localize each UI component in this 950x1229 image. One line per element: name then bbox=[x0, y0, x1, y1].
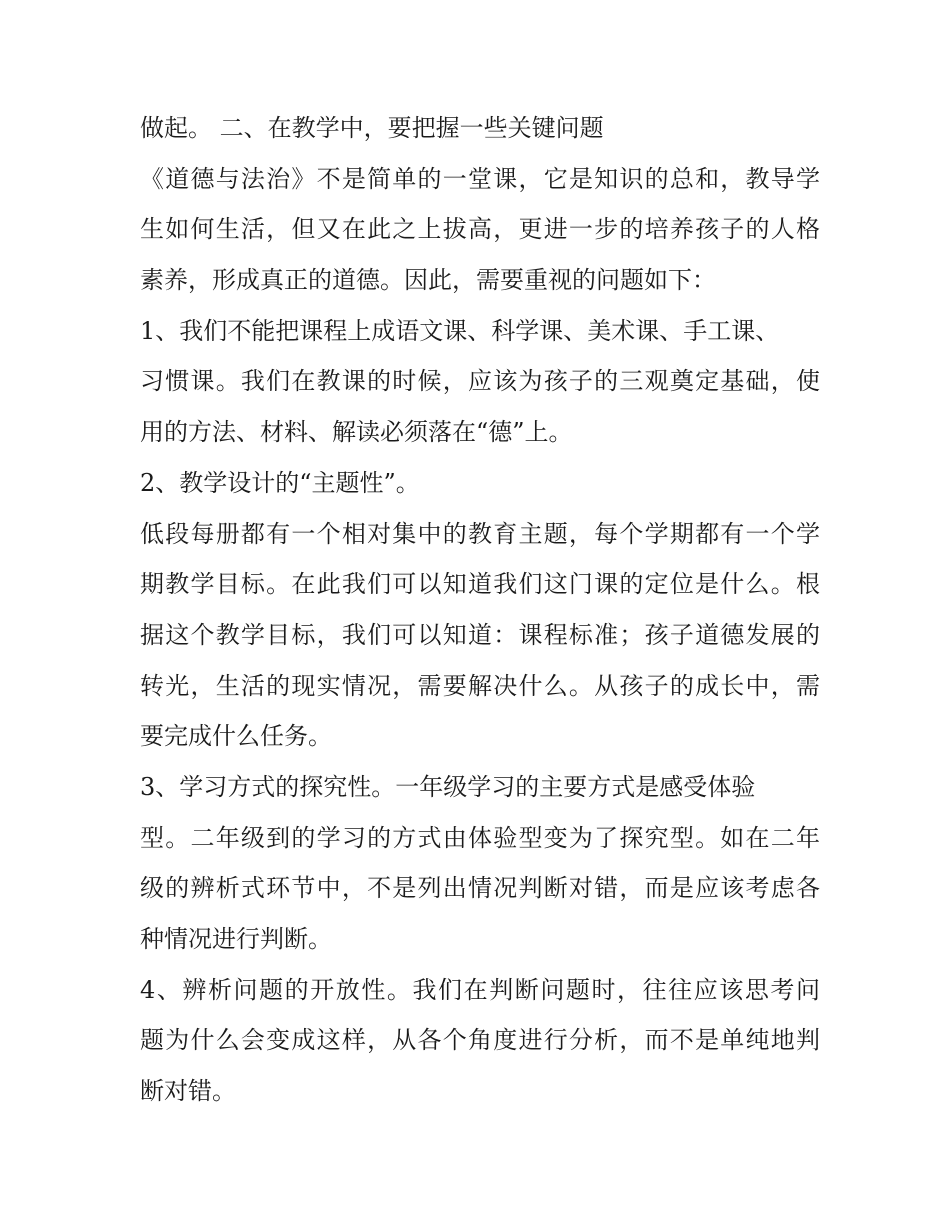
text-line: 3、学习方式的探究性。一年级学习的主要方式是感受体验 bbox=[140, 772, 756, 801]
text-line: 2、教学设计的“主题性”。 bbox=[140, 468, 420, 497]
text-line: 用的方法、材料、解读必须落在“德”上。 bbox=[140, 418, 573, 447]
text-line: 做起。 二、在教学中，要把握一些关键问题 bbox=[140, 114, 604, 142]
text-line: 要完成什么任务。 bbox=[140, 722, 332, 751]
text-line: 《道德与法治》不是简单的一堂课，它是知识的总和，教导学 bbox=[140, 164, 820, 193]
text-line: 1、我们不能把课程上成语文课、科学课、美术课、手工课、 bbox=[140, 316, 780, 345]
text-line: 4、辨析问题的开放性。我们在判断问题时，往往应该思考问 bbox=[140, 975, 820, 1004]
text-line: 种情况进行判断。 bbox=[140, 925, 332, 953]
text-line: 断对错。 bbox=[140, 1077, 236, 1106]
text-line: 据这个教学目标，我们可以知道：课程标准；孩子道德发展的 bbox=[140, 620, 820, 649]
text-line: 期教学目标。在此我们可以知道我们这门课的定位是什么。根 bbox=[140, 570, 820, 599]
body-text bbox=[140, 103, 820, 1117]
text-line: 素养，形成真正的道德。因此，需要重视的问题如下： bbox=[140, 266, 716, 295]
text-line: 低段每册都有一个相对集中的教育主题，每个学期都有一个学 bbox=[140, 519, 820, 548]
text-line: 级的辨析式环节中，不是列出情况判断对错，而是应该考虑各 bbox=[140, 874, 820, 903]
text-line: 题为什么会变成这样，从各个角度进行分析，而不是单纯地判 bbox=[140, 1026, 820, 1055]
text-line: 型。二年级到的学习的方式由体验型变为了探究型。如在二年 bbox=[140, 823, 820, 852]
text-line: 生如何生活，但又在此之上拔高，更进一步的培养孩子的人格 bbox=[140, 215, 820, 244]
text-line: 习惯课。我们在教课的时候，应该为孩子的三观奠定基础，使 bbox=[140, 367, 820, 396]
text-line: 转光，生活的现实情况，需要解决什么。从孩子的成长中，需 bbox=[140, 671, 820, 700]
